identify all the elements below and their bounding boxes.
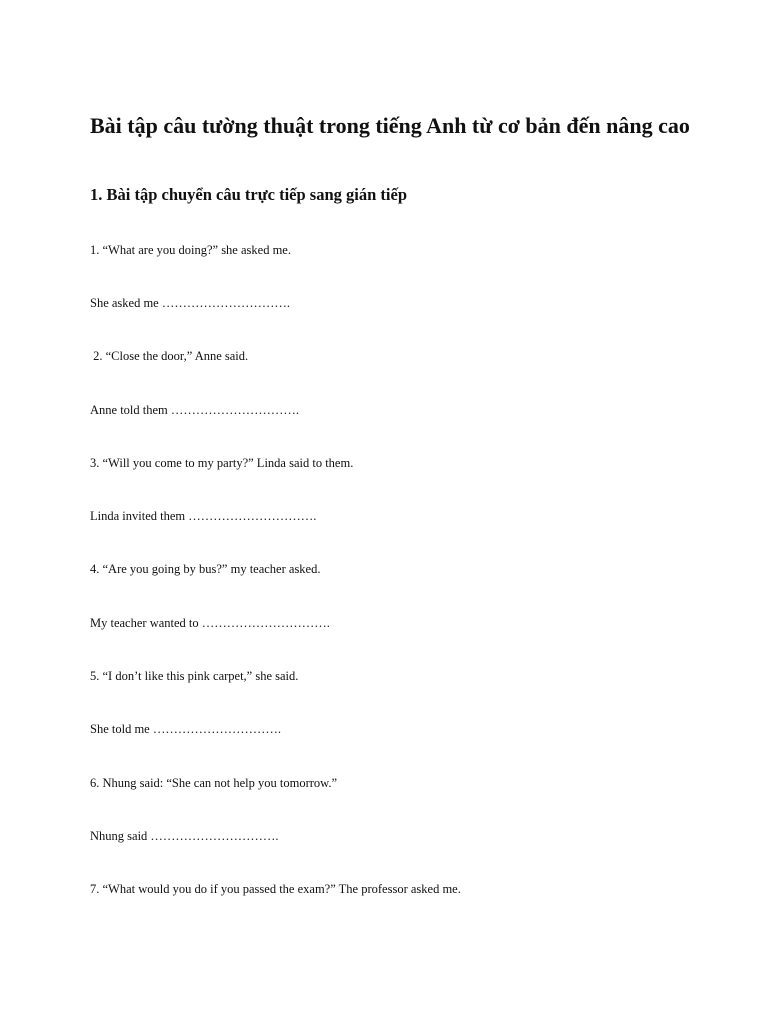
exercise-5-question: 5. “I don’t like this pink carpet,” she said.: [90, 669, 299, 683]
exercise-5-answer: She told me ………………………….: [90, 722, 281, 736]
exercise-2-question: 2. “Close the door,” Anne said.: [90, 349, 249, 363]
exercise-3-question: 3. “Will you come to my party?” Linda said to them.: [90, 456, 354, 470]
document-title: Bài tập câu tường thuật trong tiếng Anh từ cơ bản đến nâng cao: [90, 113, 690, 138]
exercise-2-answer: Anne told them ………………………….: [90, 403, 300, 417]
exercise-4-answer: My teacher wanted to ………………………….: [90, 616, 330, 630]
exercise-7-question: 7. “What would you do if you passed the exam?” The professor asked me.: [90, 882, 461, 896]
exercise-6-answer: Nhung said ………………………….: [90, 829, 279, 843]
exercise-6-question: 6. Nhung said: “She can not help you tomorrow.”: [90, 776, 338, 790]
exercise-1-question: 1. “What are you doing?” she asked me.: [90, 243, 291, 257]
section-heading: 1. Bài tập chuyển câu trực tiếp sang gián tiếp: [90, 185, 407, 204]
exercise-3-answer: Linda invited them ………………………….: [90, 509, 317, 523]
exercise-4-question: 4. “Are you going by bus?” my teacher asked.: [90, 562, 321, 576]
exercise-1-answer: She asked me ………………………….: [90, 296, 290, 310]
